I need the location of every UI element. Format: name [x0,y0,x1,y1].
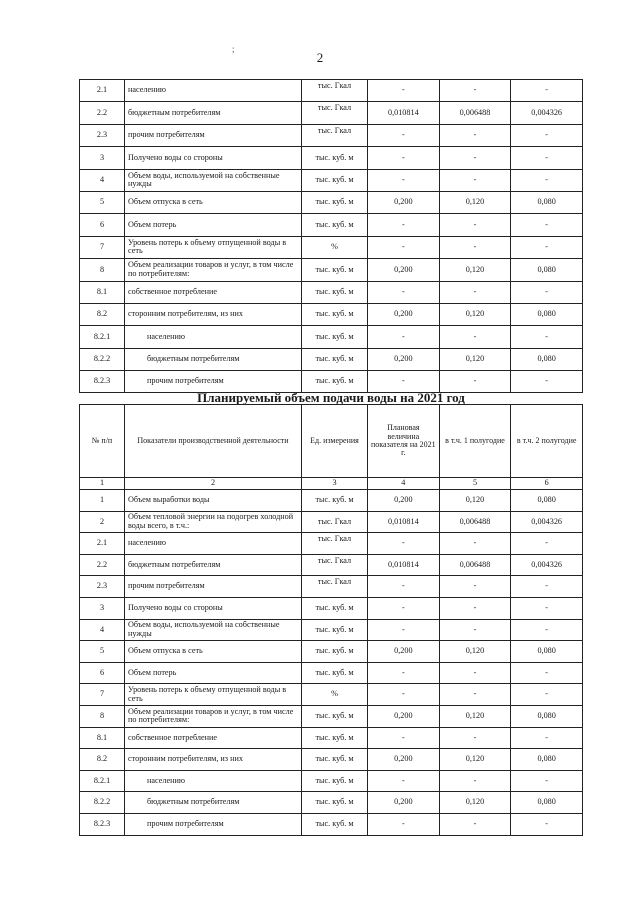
table-row [80,124,583,146]
row-value-half-1: - [439,147,511,169]
row-unit: тыс. куб. м [302,490,368,512]
row-value-half-1: - [439,533,511,555]
row-value-planned: 0,200 [368,749,440,771]
table-row [80,705,583,727]
row-value-half-2: 0,080 [511,792,583,814]
row-value-planned: - [368,533,440,555]
row-indicator: Объем тепловой энергии на подогрев холодной воды всего, в т.ч.: [125,511,302,533]
row-value-half-1: - [439,124,511,146]
table-row [80,147,583,169]
row-indicator: Объем реализации товаров и услуг, в том числе по потребителям: [125,259,302,281]
table-row [80,662,583,684]
row-indicator: населению [125,80,302,102]
row-value-half-2: 0,080 [511,303,583,325]
planned-volume-table [79,404,583,836]
row-indicator: населению [125,770,302,792]
row-value-planned: - [368,214,440,236]
table-row [80,102,583,124]
table-row [80,490,583,512]
row-number: 3 [80,597,125,619]
row-value-half-2: - [511,597,583,619]
row-unit: тыс. куб. м [302,191,368,213]
row-value-half-1: 0,120 [439,259,511,281]
row-value-planned: 0,200 [368,641,440,663]
row-value-half-2: 0,080 [511,348,583,370]
row-unit: тыс. Гкал [302,80,368,102]
row-value-planned: 0,010814 [368,511,440,533]
page-number: 2 [316,50,324,65]
row-value-planned: 0,200 [368,490,440,512]
row-value-planned: - [368,662,440,684]
row-indicator: Объем отпуска в сеть [125,191,302,213]
row-indicator: Получено воды со стороны [125,147,302,169]
row-value-half-2: 0,080 [511,641,583,663]
row-value-planned: - [368,619,440,641]
row-value-planned: 0,200 [368,191,440,213]
row-value-half-1: 0,006488 [439,554,511,576]
table-row [80,191,583,213]
row-unit: тыс. куб. м [302,641,368,663]
row-number: 4 [80,169,125,191]
row-number: 1 [80,490,125,512]
row-unit: тыс. куб. м [302,597,368,619]
header-indicator: Показатели производственной деятельности [125,405,302,478]
row-value-planned: 0,010814 [368,102,440,124]
continuation-table-body [80,80,583,393]
row-value-half-2: 0,004326 [511,102,583,124]
row-value-half-1: - [439,326,511,348]
row-value-half-1: - [439,214,511,236]
row-value-half-1: - [439,727,511,749]
row-indicator: Объем воды, используемой на собственные нужды [125,619,302,641]
row-unit: % [302,236,368,258]
row-indicator: Уровень потерь к объему отпущенной воды в сеть [125,236,302,258]
row-value-half-2: - [511,533,583,555]
row-unit: тыс. куб. м [302,147,368,169]
table-row [80,792,583,814]
row-number: 2.2 [80,554,125,576]
row-value-half-2: 0,080 [511,705,583,727]
row-value-half-1: 0,120 [439,191,511,213]
table-row [80,597,583,619]
row-value-half-1: 0,120 [439,641,511,663]
row-value-half-1: - [439,662,511,684]
row-indicator: бюджетным потребителям [125,792,302,814]
row-number: 8.2 [80,303,125,325]
column-number-row [80,478,583,490]
row-unit: тыс. куб. м [302,705,368,727]
row-value-half-1: - [439,281,511,303]
row-number: 8.2 [80,749,125,771]
row-number: 8.1 [80,727,125,749]
column-number: 2 [125,478,302,490]
row-value-half-2: - [511,169,583,191]
table-row [80,533,583,555]
row-value-half-2: - [511,813,583,835]
row-value-planned: - [368,169,440,191]
row-unit: тыс. куб. м [302,749,368,771]
row-unit: тыс. Гкал [302,511,368,533]
row-number: 7 [80,236,125,258]
planned-volume-table-body [80,490,583,836]
row-unit: тыс. куб. м [302,281,368,303]
row-value-half-2: 0,080 [511,191,583,213]
row-number: 2.3 [80,124,125,146]
row-unit: тыс. Гкал [302,124,368,146]
row-value-planned: 0,200 [368,705,440,727]
row-unit: тыс. куб. м [302,813,368,835]
row-value-half-1: - [439,770,511,792]
row-indicator: Уровень потерь к объему отпущенной воды в сеть [125,684,302,706]
column-number: 6 [511,478,583,490]
row-value-planned: - [368,684,440,706]
row-indicator: собственное потребление [125,727,302,749]
row-indicator: Объем выработки воды [125,490,302,512]
row-number: 8.2.1 [80,326,125,348]
row-value-planned: - [368,597,440,619]
row-unit: тыс. Гкал [302,554,368,576]
header-planned-value: Плановая величина показателя на 2021 г. [368,405,440,478]
row-value-half-1: - [439,371,511,393]
row-value-planned: - [368,147,440,169]
row-number: 5 [80,191,125,213]
column-number: 1 [80,478,125,490]
row-value-planned: - [368,727,440,749]
row-unit: тыс. куб. м [302,169,368,191]
row-unit: тыс. куб. м [302,259,368,281]
table-row [80,236,583,258]
row-unit: тыс. куб. м [302,792,368,814]
row-value-planned: - [368,281,440,303]
row-value-half-2: 0,004326 [511,554,583,576]
table-row [80,554,583,576]
row-value-half-2: - [511,619,583,641]
row-unit: тыс. куб. м [302,348,368,370]
table-row [80,214,583,236]
row-unit: тыс. Гкал [302,533,368,555]
table-row [80,326,583,348]
row-value-half-1: - [439,813,511,835]
row-number: 6 [80,662,125,684]
row-number: 8.2.2 [80,348,125,370]
column-number: 3 [302,478,368,490]
continuation-table [79,79,583,393]
row-value-half-1: 0,120 [439,490,511,512]
row-unit: тыс. куб. м [302,371,368,393]
row-indicator: сторонним потребителям, из них [125,749,302,771]
row-value-planned: 0,200 [368,259,440,281]
row-value-planned: - [368,124,440,146]
row-value-half-1: - [439,684,511,706]
table-row [80,813,583,835]
row-indicator: собственное потребление [125,281,302,303]
row-unit: тыс. куб. м [302,326,368,348]
row-indicator: Объем отпуска в сеть [125,641,302,663]
table-row [80,348,583,370]
row-value-half-2: - [511,236,583,258]
row-indicator: прочим потребителям [125,124,302,146]
row-unit: тыс. куб. м [302,662,368,684]
row-value-half-1: 0,120 [439,792,511,814]
row-indicator: сторонним потребителям, из них [125,303,302,325]
row-value-half-2: - [511,727,583,749]
column-number: 4 [368,478,440,490]
row-value-half-1: 0,120 [439,705,511,727]
row-value-planned: - [368,371,440,393]
row-indicator: прочим потребителям [125,813,302,835]
section-title: Планируемый объем подачи воды на 2021 год [197,390,465,405]
row-indicator: бюджетным потребителям [125,348,302,370]
row-value-half-2: - [511,371,583,393]
row-value-half-1: - [439,597,511,619]
row-value-half-2: - [511,147,583,169]
row-number: 8 [80,259,125,281]
row-value-planned: - [368,80,440,102]
row-number: 8.2.3 [80,813,125,835]
table-row [80,303,583,325]
row-unit: тыс. Гкал [302,576,368,598]
row-indicator: Получено воды со стороны [125,597,302,619]
row-number: 8.2.2 [80,792,125,814]
row-indicator: Объем потерь [125,662,302,684]
row-indicator: Объем реализации товаров и услуг, в том числе по потребителям: [125,705,302,727]
row-value-half-1: 0,120 [439,303,511,325]
row-number: 2.1 [80,533,125,555]
row-unit: тыс. куб. м [302,303,368,325]
row-value-planned: - [368,576,440,598]
row-value-half-1: 0,006488 [439,102,511,124]
table-row [80,576,583,598]
row-unit: тыс. куб. м [302,770,368,792]
table-row [80,684,583,706]
header-number: № п/п [80,405,125,478]
row-unit: тыс. Гкал [302,102,368,124]
row-value-half-2: - [511,576,583,598]
row-value-half-2: - [511,124,583,146]
row-value-half-1: - [439,619,511,641]
row-number: 4 [80,619,125,641]
row-value-half-2: 0,080 [511,259,583,281]
table-row [80,511,583,533]
row-number: 8.1 [80,281,125,303]
row-unit: тыс. куб. м [302,727,368,749]
row-indicator: прочим потребителям [125,576,302,598]
table-row [80,749,583,771]
row-value-planned: 0,200 [368,792,440,814]
row-value-half-1: 0,006488 [439,511,511,533]
row-number: 2.2 [80,102,125,124]
row-value-planned: - [368,236,440,258]
row-unit: % [302,684,368,706]
table-row [80,259,583,281]
table-row [80,281,583,303]
header-row [80,405,583,478]
row-number: 2.3 [80,576,125,598]
row-value-planned: - [368,813,440,835]
row-value-half-1: 0,120 [439,348,511,370]
row-indicator: населению [125,533,302,555]
row-value-planned: - [368,770,440,792]
row-number: 8 [80,705,125,727]
row-value-half-2: - [511,326,583,348]
row-indicator: бюджетным потребителям [125,102,302,124]
row-number: 7 [80,684,125,706]
row-number: 8.2.3 [80,371,125,393]
row-value-planned: 0,010814 [368,554,440,576]
row-indicator: населению [125,326,302,348]
row-value-half-2: 0,080 [511,749,583,771]
header-unit: Ед. измерения [302,405,368,478]
row-value-half-1: - [439,576,511,598]
row-number: 8.2.1 [80,770,125,792]
row-value-planned: - [368,326,440,348]
planned-volume-table-head [80,405,583,490]
row-value-half-1: - [439,236,511,258]
row-number: 2 [80,511,125,533]
table-row [80,727,583,749]
header-half-1: в т.ч. 1 полугодие [439,405,511,478]
row-value-half-2: - [511,684,583,706]
table-row [80,619,583,641]
row-indicator: прочим потребителям [125,371,302,393]
row-number: 2.1 [80,80,125,102]
table-row [80,80,583,102]
table-row [80,770,583,792]
row-indicator: Объем потерь [125,214,302,236]
table-row [80,169,583,191]
header-half-2: в т.ч. 2 полугодие [511,405,583,478]
row-value-half-1: 0,120 [439,749,511,771]
row-number: 5 [80,641,125,663]
row-value-half-2: - [511,80,583,102]
row-value-half-2: - [511,662,583,684]
row-value-half-2: - [511,281,583,303]
row-number: 3 [80,147,125,169]
scan-speck: ; [232,44,235,54]
row-value-half-2: 0,004326 [511,511,583,533]
row-number: 6 [80,214,125,236]
row-unit: тыс. куб. м [302,619,368,641]
row-value-planned: 0,200 [368,303,440,325]
table-row [80,641,583,663]
row-value-half-2: - [511,214,583,236]
row-indicator: Объем воды, используемой на собственные нужды [125,169,302,191]
row-value-half-2: 0,080 [511,490,583,512]
row-value-half-1: - [439,80,511,102]
row-indicator: бюджетным потребителям [125,554,302,576]
row-value-half-1: - [439,169,511,191]
column-number: 5 [439,478,511,490]
row-unit: тыс. куб. м [302,214,368,236]
row-value-planned: 0,200 [368,348,440,370]
row-value-half-2: - [511,770,583,792]
